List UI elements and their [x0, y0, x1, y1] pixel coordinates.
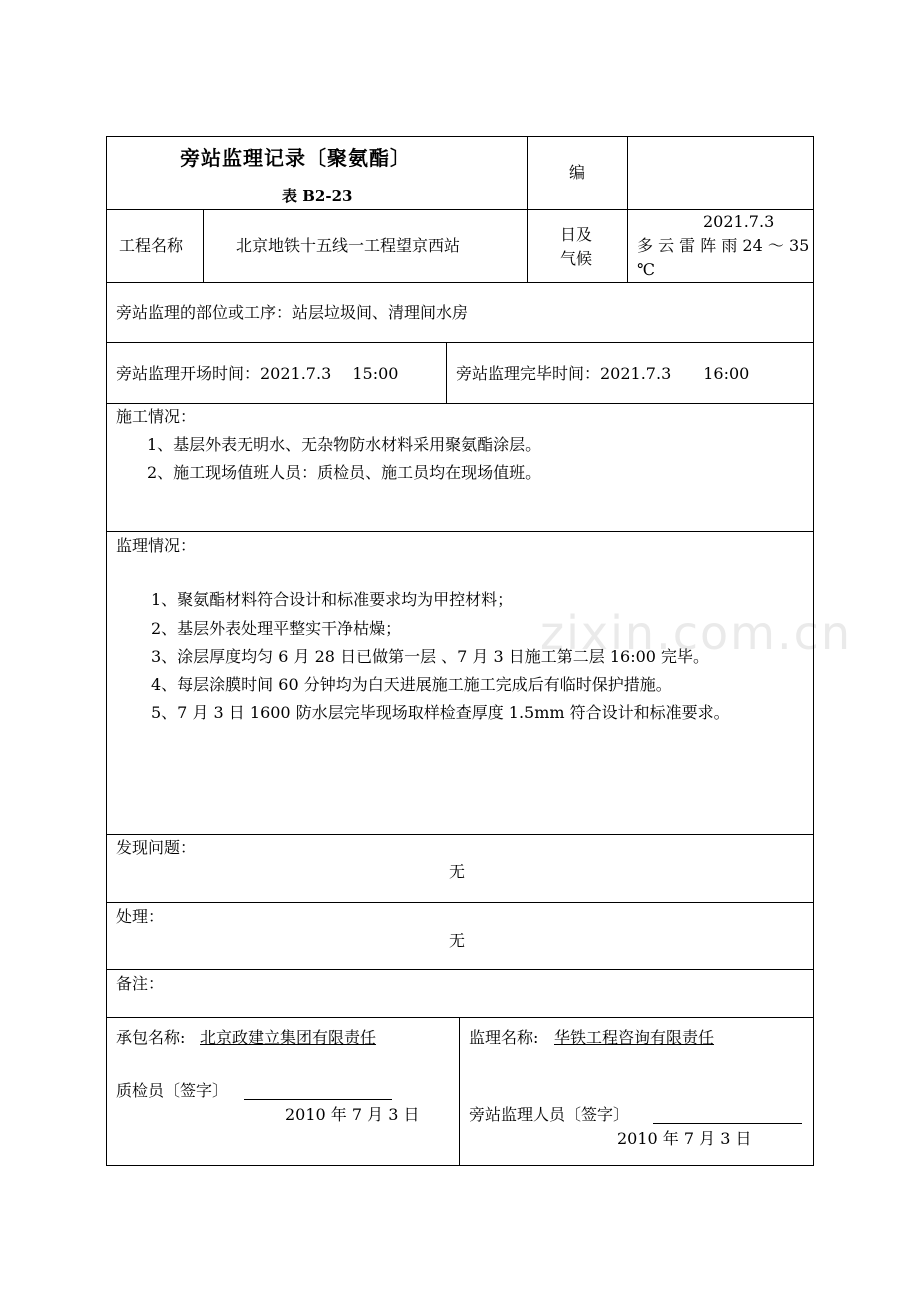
end-time: 旁站监理完毕时间：2021.7.3 16:00 — [456, 364, 750, 383]
divider — [106, 282, 814, 283]
weather-label: 气候 — [560, 249, 593, 268]
weather-value: 多 云 雷 阵 雨 24 ～ 35 — [637, 236, 810, 255]
construction-label: 施工情况： — [116, 407, 197, 426]
divider — [627, 136, 628, 282]
supervisor-person-label: 旁站监理人员〔签字〕 — [469, 1105, 630, 1124]
supervision-item: 3、涂层厚度均匀 6 月 28 日已做第一层 、7 月 3 日施工第二层 16:00 完毕。 — [151, 647, 710, 666]
problems-value: 无 — [449, 862, 466, 881]
construction-item: 2、施工现场值班人员：质检员、施工员均在现场值班。 — [147, 463, 542, 482]
contractor-name: 北京政建立集团有限责任 — [200, 1028, 377, 1047]
contractor-label: 承包名称: — [116, 1028, 186, 1047]
supervisor-name: 华铁工程咨询有限责任 — [554, 1028, 715, 1047]
divider — [459, 1017, 460, 1166]
problems-label: 发现问题： — [116, 838, 197, 857]
form-number: 表 B2-23 — [282, 187, 353, 205]
inspector-signature-line[interactable] — [244, 1099, 392, 1100]
supervisor-signature-line[interactable] — [653, 1123, 802, 1124]
divider — [106, 834, 814, 835]
inspector-label: 质检员〔签字〕 — [116, 1081, 229, 1100]
divider — [203, 209, 204, 282]
divider — [106, 1017, 814, 1018]
divider — [106, 209, 814, 210]
project-name-value: 北京地铁十五线一工程望京西站 — [236, 236, 461, 255]
supervision-item: 4、每层涂膜时间 60 分钟均为白天进展施工施工完成后有临时保护措施。 — [151, 675, 672, 694]
divider — [106, 531, 814, 532]
supervision-label: 监理情况： — [116, 536, 197, 555]
handling-value: 无 — [449, 931, 466, 950]
form-title: 旁站监理记录〔聚氨酯〕 — [180, 146, 411, 170]
weather-label: 日及 — [560, 225, 593, 244]
divider — [106, 403, 814, 404]
contractor-date: 2010 年 7 月 3 日 — [285, 1105, 420, 1124]
start-time: 旁站监理开场时间：2021.7.3 15:00 — [116, 364, 399, 383]
record-date: 2021.7.3 — [703, 212, 775, 231]
divider — [527, 136, 528, 282]
weather-value: ℃ — [637, 260, 655, 279]
supervision-item: 5、7 月 3 日 1600 防水层完毕现场取样检查厚度 1.5mm 符合设计和标准要求。 — [151, 703, 730, 722]
project-name-label: 工程名称 — [119, 236, 184, 255]
supervision-item: 2、基层外表处理平整实干净枯燥； — [151, 619, 402, 638]
number-label: 编 — [569, 163, 586, 182]
divider — [106, 342, 814, 343]
watermark: zixin.com.cn — [540, 606, 853, 660]
supervision-item: 1、聚氨酯材料符合设计和标准要求均为甲控材料； — [151, 590, 514, 609]
divider — [106, 902, 814, 903]
divider — [106, 969, 814, 970]
remarks-label: 备注： — [116, 974, 165, 993]
supervision-position: 旁站监理的部位或工序：站层垃圾间、清理间水房 — [116, 303, 469, 322]
construction-item: 1、基层外表无明水、无杂物防水材料采用聚氨酯涂层。 — [147, 435, 542, 454]
supervisor-date: 2010 年 7 月 3 日 — [617, 1129, 752, 1148]
handling-label: 处理： — [116, 907, 165, 926]
divider — [446, 342, 447, 403]
supervisor-label: 监理名称: — [469, 1028, 555, 1047]
